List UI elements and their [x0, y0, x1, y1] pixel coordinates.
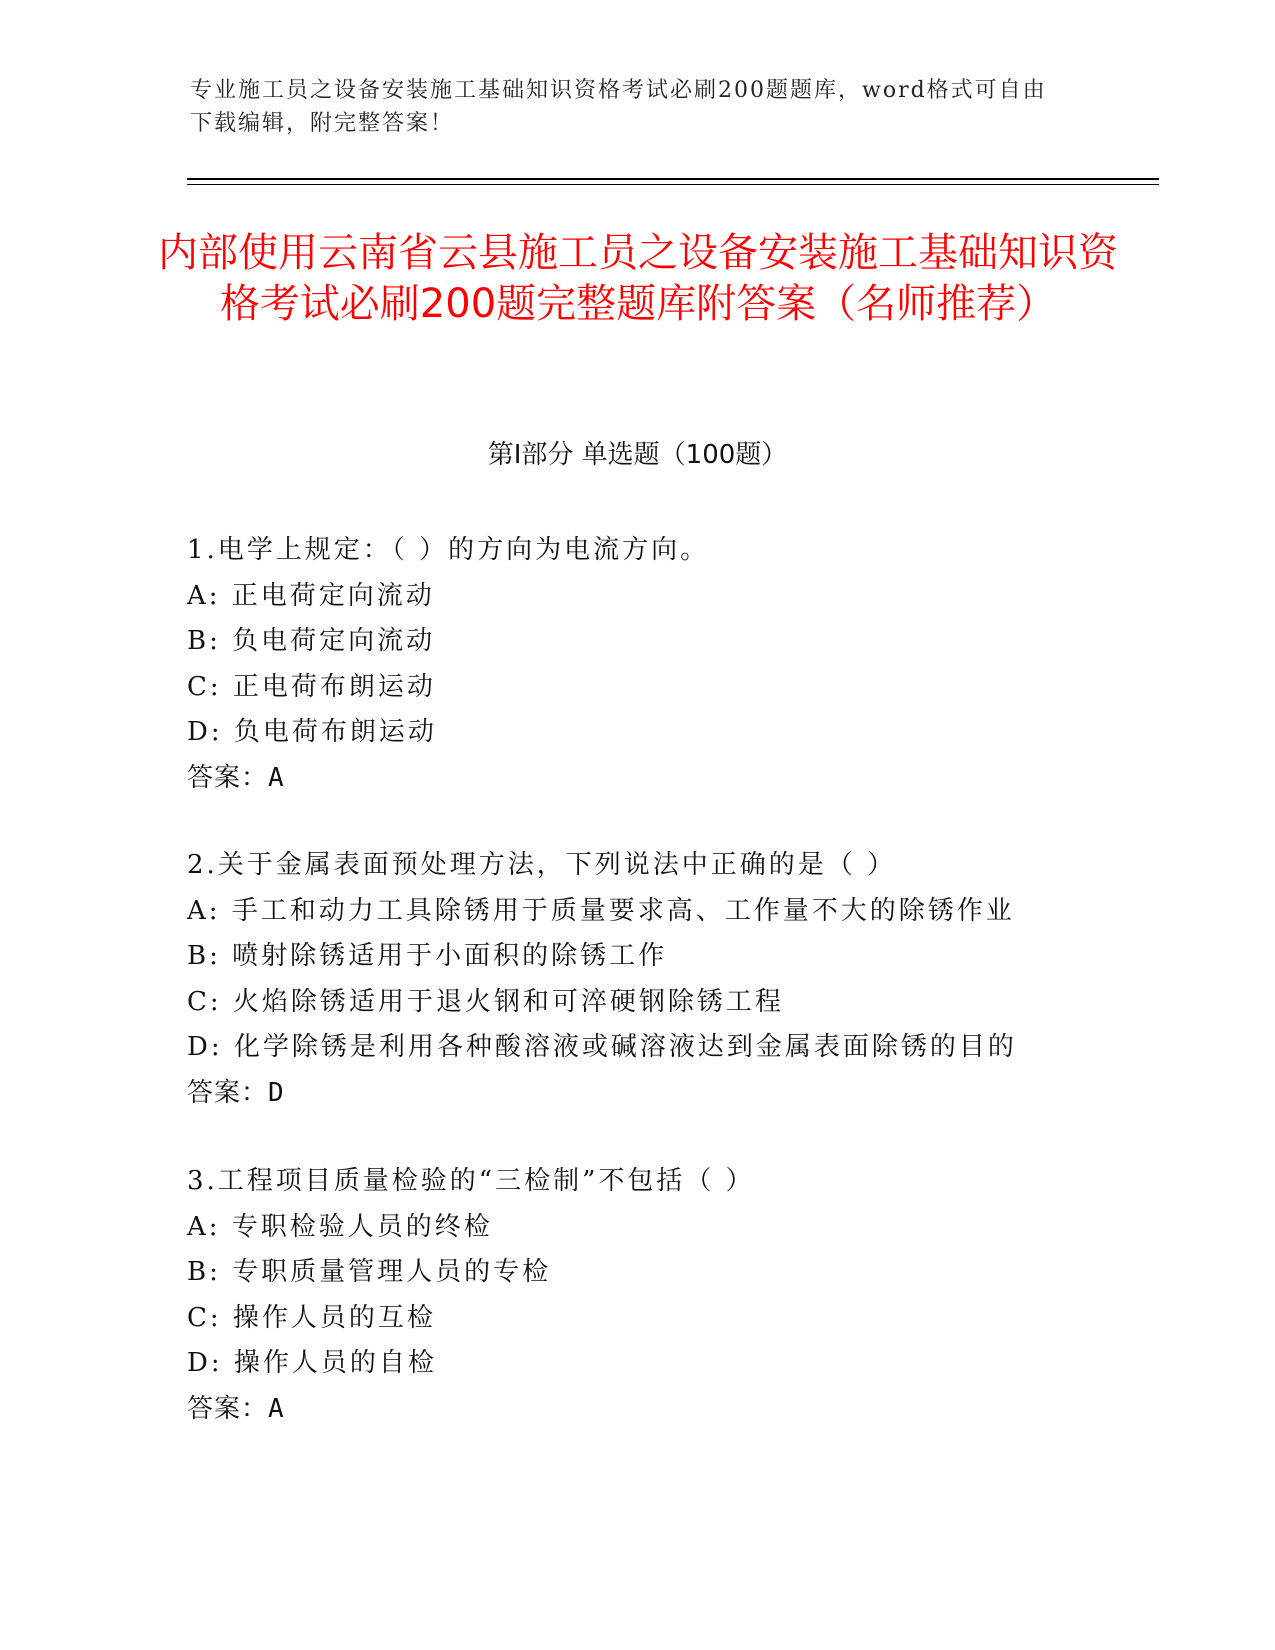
option-d: D: 操作人员的自检 — [187, 1348, 437, 1378]
question-stem: 2.关于金属表面预处理方法，下列说法中正确的是（ ） — [187, 850, 897, 880]
option-a: A: 专职检验人员的终检 — [187, 1211, 493, 1242]
section-title: 第Ⅰ部分 单选题（100题） — [487, 440, 788, 470]
answer-label: 答案： — [187, 762, 269, 793]
question-1 — [187, 528, 1087, 801]
answer-label: 答案： — [187, 1393, 269, 1424]
option-a: A: 正电荷定向流动 — [187, 580, 435, 611]
answer-label: 答案： — [187, 1077, 269, 1108]
option-b: B: 专职质量管理人员的专检 — [187, 1257, 552, 1287]
option-d: D: 化学除锈是利用各种酸溶液或碱溶液达到金属表面除锈的目的 — [187, 1032, 1017, 1062]
question-3 — [187, 1159, 1087, 1432]
question-stem: 1.电学上规定：（ ）的方向为电流方向。 — [187, 535, 710, 565]
option-d: D: 负电荷布朗运动 — [187, 717, 437, 747]
answer-line — [187, 756, 1087, 802]
document-title: 内部使用云南省云县施工员之设备安装施工基础知识资格考试必刷200题完整题库附答案（名师推荐） — [158, 230, 1118, 327]
header-note-line-1: 专业施工员之设备安装施工基础知识资格考试必刷200题题库，word格式可自由 — [190, 78, 1047, 103]
question-stem: 3.工程项目质量检验的“三检制”不包括（ ） — [187, 1166, 755, 1196]
answer-value: A — [268, 1393, 285, 1424]
option-b: B: 负电荷定向流动 — [187, 626, 436, 656]
option-b: B: 喷射除锈适用于小面积的除锈工作 — [187, 941, 668, 971]
answer-line — [187, 1387, 1087, 1433]
answer-line — [187, 1071, 1087, 1117]
header-divider-thick — [187, 178, 1159, 180]
option-c: C: 火焰除锈适用于退火钢和可淬硬钢除锈工程 — [187, 986, 784, 1017]
header-divider-thin — [187, 184, 1159, 185]
option-a: A: 手工和动力工具除锈用于质量要求高、工作量不大的除锈作业 — [187, 895, 1015, 926]
answer-value: D — [268, 1077, 285, 1108]
answer-value: A — [268, 762, 285, 793]
question-2 — [187, 843, 1087, 1116]
option-c: C: 正电荷布朗运动 — [187, 671, 436, 702]
header-note — [190, 74, 1090, 140]
header-note-line-2: 下载编辑，附完整答案！ — [190, 111, 455, 136]
option-c: C: 操作人员的互检 — [187, 1302, 436, 1333]
